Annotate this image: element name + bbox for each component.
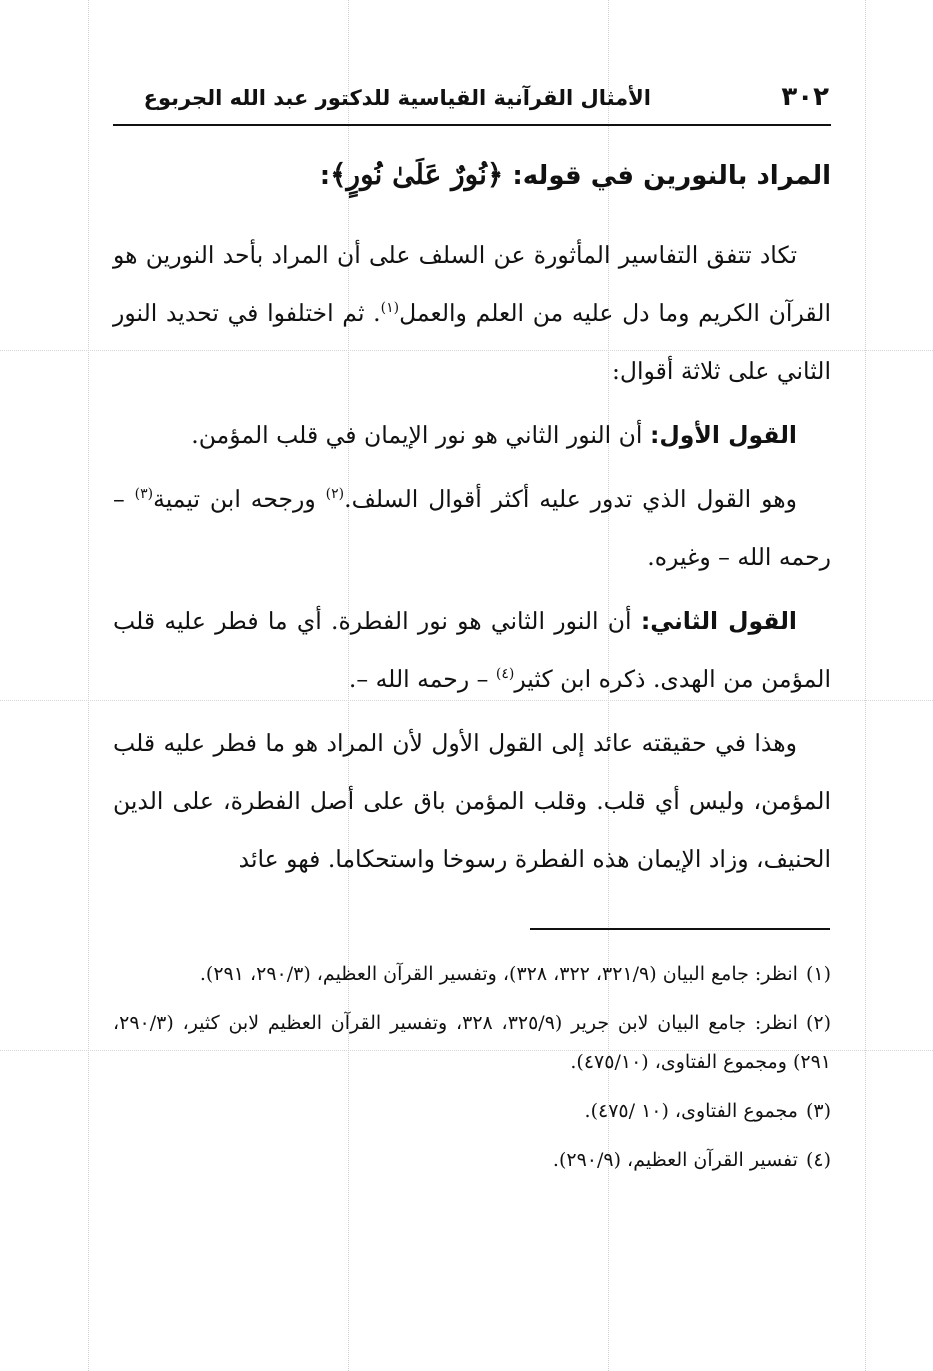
paragraph-text: ورجحه ابن تيمية <box>153 485 326 513</box>
opinion-label: القول الأول: <box>649 421 797 449</box>
main-text <box>113 150 831 894</box>
opinion-label: القول الثاني: <box>640 607 797 635</box>
quranic-verse: ﴿نُورٌ عَلَىٰ نُورٍ﴾ <box>330 158 504 191</box>
footnote-number: (٢) <box>805 1012 832 1034</box>
footnote-ref: (٤) <box>495 666 515 683</box>
paragraph-text: أن النور الثاني هو نور الإيمان في قلب المؤمن. <box>191 421 650 449</box>
footnote-text: انظر: جامع البيان لابن جرير (٣٢٥/٩، ٣٢٨، وتفسير القرآن العظيم لابن كثير، (٢٩٠/٣، ٢٩١) ومجموع الفتاوى، (٤٧٥/١٠). <box>113 1012 831 1073</box>
paragraph <box>113 714 831 888</box>
footnote <box>113 1092 831 1131</box>
footnote-number: (١) <box>805 963 831 985</box>
paragraph-text: وهذا في حقيقته عائد إلى القول الأول لأن المراد هو ما فطر عليه قلب المؤمن، وليس أي قلب. وقلب المؤمن باق على أصل الفطرة، على الدين الحنيف، وزاد الإيمان هذه الفطرة رسوخا واستحكاما. فهو عائد <box>113 729 831 873</box>
footnote <box>113 955 831 994</box>
paragraph-text: أن النور الثاني هو نور الفطرة. أي ما فطر عليه قلب المؤمن من الهدى. ذكره ابن كثير <box>113 607 831 693</box>
footnote-number: (٣) <box>805 1100 831 1122</box>
scan-guide-line <box>865 0 866 1371</box>
heading-prefix: المراد بالنورين في قوله: <box>512 161 831 191</box>
footnote-ref: (٢) <box>325 486 345 503</box>
footnote-text: تفسير القرآن العظيم، (٢٩٠/٩). <box>552 1149 798 1171</box>
running-title: الأمثال القرآنية القياسية للدكتور عبد الله الجربوع <box>143 86 651 110</box>
footnote <box>113 1004 831 1082</box>
paragraph-text: – رحمه الله – وغيره. <box>113 485 831 571</box>
paragraph <box>113 470 831 586</box>
footnote-text: مجموع الفتاوى، (١٠ /٤٧٥). <box>584 1100 798 1122</box>
paragraph <box>113 592 831 708</box>
footnote-ref: (١) <box>380 300 400 317</box>
page-header <box>113 78 831 126</box>
paragraph-text: – رحمه الله –. <box>348 665 496 693</box>
heading-suffix: : <box>319 161 331 191</box>
footnote-separator <box>530 928 830 930</box>
scan-guide-line <box>88 0 89 1371</box>
footnote-number: (٤) <box>805 1149 831 1171</box>
paragraph <box>113 226 831 400</box>
footnotes <box>113 955 831 1190</box>
paragraph-text: وهو القول الذي تدور عليه أكثر أقوال السلف. <box>344 485 797 513</box>
paragraph-text: . ثم اختلفوا في تحديد النور الثاني على ثلاثة أقوال: <box>113 299 831 385</box>
footnote-text: انظر: جامع البيان (٣٢١/٩، ٣٢٢، ٣٢٨)، وتفسير القرآن العظيم، (٢٩٠/٣، ٢٩١). <box>199 963 798 985</box>
section-heading <box>113 154 831 196</box>
footnote-ref: (٣) <box>134 486 154 503</box>
paragraph <box>113 406 831 464</box>
paragraph-text: تكاد تتفق التفاسير المأثورة عن السلف على أن المراد بأحد النورين هو القرآن الكريم وما دل عليه من العلم والعمل <box>113 241 831 327</box>
footnote <box>113 1141 831 1180</box>
page-number: ٣٠٢ <box>781 82 829 112</box>
